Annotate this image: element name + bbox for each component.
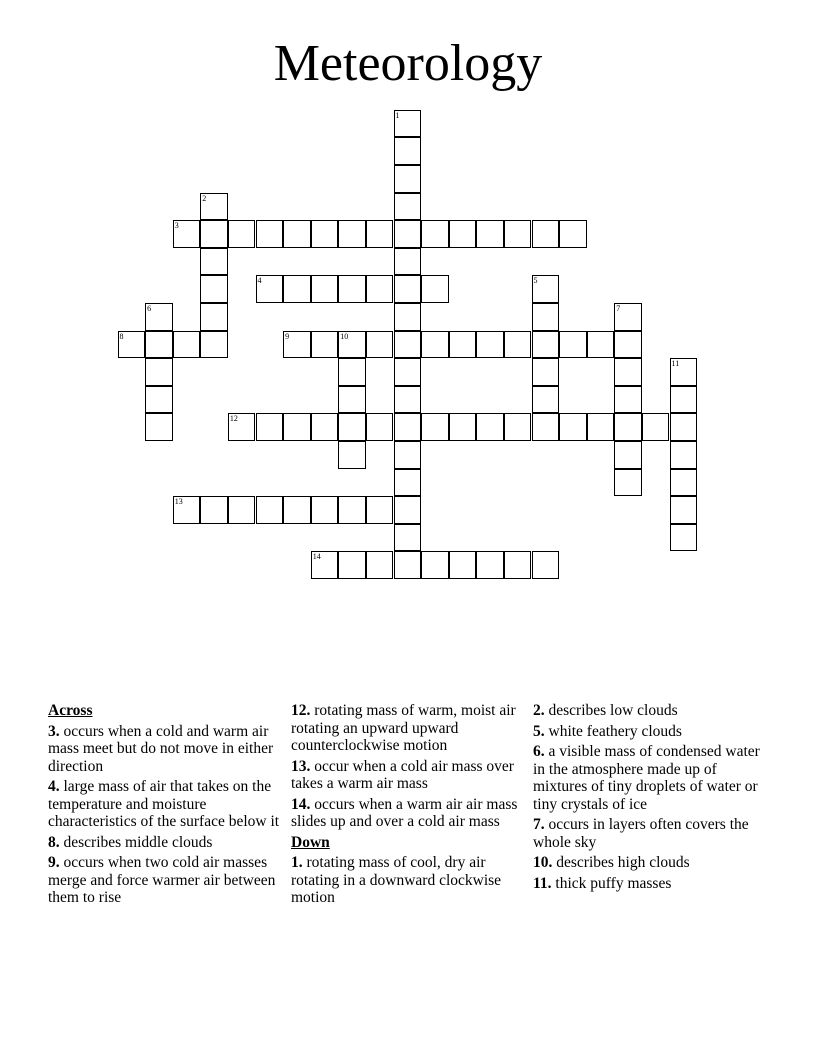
clues-column-1	[48, 702, 284, 910]
grid-cell[interactable]	[394, 193, 422, 221]
clue-number-4: 4	[257, 276, 262, 286]
clue-text: occurs in layers often covers the whole sky	[533, 816, 749, 851]
clue-number-5: 5	[533, 276, 538, 286]
grid-cell[interactable]	[311, 331, 339, 359]
grid-cell[interactable]	[670, 386, 698, 414]
clue-13	[291, 758, 527, 793]
clue-number: 14.	[291, 795, 311, 813]
grid-cell[interactable]	[338, 551, 366, 579]
grid-cell[interactable]	[228, 496, 256, 524]
clue-7	[533, 816, 773, 851]
grid-cell[interactable]	[145, 386, 173, 414]
clue-11	[533, 875, 773, 893]
grid-cell[interactable]	[559, 413, 587, 441]
grid-cell[interactable]	[173, 220, 201, 248]
grid-cell[interactable]	[173, 496, 201, 524]
clue-text: occurs when two cold air masses merge and force warmer air between them to rise	[48, 854, 276, 906]
grid-cell[interactable]	[311, 551, 339, 579]
grid-cell[interactable]	[200, 303, 228, 331]
grid-cell[interactable]	[532, 331, 560, 359]
grid-cell[interactable]	[228, 413, 256, 441]
clue-9	[48, 854, 284, 907]
grid-cell[interactable]	[256, 496, 284, 524]
grid-cell[interactable]	[394, 524, 422, 552]
grid-cell[interactable]	[338, 413, 366, 441]
clues-column-2	[291, 702, 527, 910]
across-clue-list	[48, 723, 284, 907]
grid-cell[interactable]	[559, 220, 587, 248]
grid-cell[interactable]	[145, 413, 173, 441]
clue-14	[291, 796, 527, 831]
clue-text: white feathery clouds	[544, 722, 682, 740]
grid-cell[interactable]	[670, 358, 698, 386]
clue-number-10: 10	[340, 331, 349, 341]
clue-text: rotating mass of warm, moist air rotating an upward upward counterclockwise motion	[291, 702, 516, 754]
grid-cell[interactable]	[532, 386, 560, 414]
clue-12	[291, 702, 527, 755]
grid-cell[interactable]	[394, 551, 422, 579]
grid-cell[interactable]	[476, 331, 504, 359]
clue-8	[48, 834, 284, 852]
clue-number: 4.	[48, 778, 60, 795]
grid-cell[interactable]	[421, 331, 449, 359]
grid-cell[interactable]	[504, 220, 532, 248]
grid-cell[interactable]	[283, 275, 311, 303]
grid-cell[interactable]	[366, 331, 394, 359]
grid-cell[interactable]	[532, 275, 560, 303]
clue-number: 1.	[291, 854, 303, 871]
grid-cell[interactable]	[421, 413, 449, 441]
grid-cell[interactable]	[642, 413, 670, 441]
grid-cell[interactable]	[614, 413, 642, 441]
puzzle-title: Meteorology	[273, 35, 543, 92]
down-heading: Down	[291, 833, 330, 851]
grid-cell[interactable]	[200, 220, 228, 248]
grid-cell[interactable]	[200, 193, 228, 221]
grid-cell[interactable]	[476, 551, 504, 579]
grid-cell[interactable]	[614, 303, 642, 331]
grid-cell[interactable]	[366, 551, 394, 579]
grid-cell[interactable]	[532, 413, 560, 441]
grid-cell[interactable]	[670, 441, 698, 469]
grid-cell[interactable]	[504, 331, 532, 359]
grid-cell[interactable]	[614, 358, 642, 386]
grid-cell[interactable]	[532, 220, 560, 248]
clue-text: describes low clouds	[544, 702, 678, 719]
grid-cell[interactable]	[449, 220, 477, 248]
grid-cell[interactable]	[338, 386, 366, 414]
clue-6	[533, 743, 773, 813]
clue-text: rotating mass of cool, dry air rotating in a downward clockwise motion	[291, 854, 502, 906]
grid-cell[interactable]	[200, 496, 228, 524]
grid-cell[interactable]	[532, 303, 560, 331]
clue-text: occur when a cold air mass over takes a warm air mass	[291, 757, 514, 792]
grid-cell[interactable]	[421, 551, 449, 579]
clue-text: describes middle clouds	[59, 833, 213, 851]
clue-5	[533, 723, 773, 741]
clue-number-13: 13	[174, 497, 183, 507]
grid-cell[interactable]	[614, 469, 642, 497]
grid-cell[interactable]	[394, 248, 422, 276]
grid-cell[interactable]	[200, 248, 228, 276]
grid-cell[interactable]	[311, 496, 339, 524]
clue-number-14: 14	[312, 552, 321, 562]
grid-cell[interactable]	[145, 331, 173, 359]
clue-number: 9.	[48, 854, 60, 871]
grid-cell[interactable]	[394, 110, 422, 138]
grid-cell[interactable]	[256, 275, 284, 303]
clue-10	[533, 854, 773, 872]
across-clue-list-continued	[291, 702, 527, 831]
grid-cell[interactable]	[366, 220, 394, 248]
clue-number-12: 12	[229, 414, 238, 424]
clue-number: 7.	[533, 816, 545, 833]
clue-number-3: 3	[174, 221, 179, 231]
clue-number: 12.	[291, 702, 311, 719]
clue-text: large mass of air that takes on the temperature and moisture characteristics of the surface below it	[48, 778, 280, 830]
clue-text: occurs when a cold and warm air mass meet but do not move in either direction	[48, 722, 274, 775]
grid-cell[interactable]	[394, 386, 422, 414]
grid-cell[interactable]	[311, 413, 339, 441]
grid-cell[interactable]	[532, 551, 560, 579]
grid-cell[interactable]	[311, 275, 339, 303]
grid-cell[interactable]	[338, 275, 366, 303]
grid-cell[interactable]	[587, 331, 615, 359]
grid-cell[interactable]	[394, 137, 422, 165]
grid-cell[interactable]	[670, 496, 698, 524]
grid-cell[interactable]	[614, 386, 642, 414]
grid-cell[interactable]	[256, 413, 284, 441]
clue-3	[48, 723, 284, 776]
grid-cell[interactable]	[366, 413, 394, 441]
grid-cell[interactable]	[256, 220, 284, 248]
grid-cell[interactable]	[283, 413, 311, 441]
grid-cell[interactable]	[421, 275, 449, 303]
clue-number-1: 1	[395, 110, 400, 120]
grid-cell[interactable]	[394, 469, 422, 497]
grid-cell[interactable]	[394, 331, 422, 359]
grid-cell[interactable]	[366, 275, 394, 303]
clue-4	[48, 778, 284, 831]
grid-cell[interactable]	[394, 220, 422, 248]
clue-number: 10.	[533, 854, 553, 871]
grid-cell[interactable]	[366, 496, 394, 524]
grid-cell[interactable]	[145, 358, 173, 386]
grid-cell[interactable]	[449, 331, 477, 359]
clue-2	[533, 702, 773, 720]
down-clue-list	[291, 854, 527, 907]
clue-number-6: 6	[147, 304, 152, 313]
clue-number: 2.	[533, 702, 545, 719]
clue-1	[291, 854, 527, 907]
grid-cell[interactable]	[559, 331, 587, 359]
grid-cell[interactable]	[228, 220, 256, 248]
grid-cell[interactable]	[449, 413, 477, 441]
grid-cell[interactable]	[173, 331, 201, 359]
grid-cell[interactable]	[670, 469, 698, 497]
clue-number: 6.	[533, 743, 545, 760]
grid-cell[interactable]	[145, 303, 173, 331]
grid-cell[interactable]	[283, 496, 311, 524]
clue-text: occurs when a warm air air mass slides up and over a cold air mass	[291, 795, 518, 830]
grid-cell[interactable]	[394, 441, 422, 469]
grid-cell[interactable]	[394, 358, 422, 386]
grid-cell[interactable]	[449, 551, 477, 579]
grid-cell[interactable]	[311, 220, 339, 248]
grid-cell[interactable]	[338, 220, 366, 248]
grid-cell[interactable]	[587, 413, 615, 441]
grid-cell[interactable]	[476, 220, 504, 248]
grid-cell[interactable]	[614, 441, 642, 469]
clue-number-7: 7	[616, 304, 621, 313]
grid-cell[interactable]	[394, 303, 422, 331]
grid-cell[interactable]	[394, 165, 422, 193]
grid-cell[interactable]	[670, 413, 698, 441]
grid-cell[interactable]	[394, 496, 422, 524]
across-heading: Across	[48, 702, 93, 719]
clue-number-9: 9	[285, 331, 290, 341]
grid-cell[interactable]	[338, 441, 366, 469]
clue-number: 5.	[533, 722, 545, 740]
grid-cell[interactable]	[394, 413, 422, 441]
clues-column-3	[533, 702, 773, 895]
clue-number: 3.	[48, 722, 60, 740]
clue-number: 11.	[533, 874, 552, 892]
grid-cell[interactable]	[532, 358, 560, 386]
grid-cell[interactable]	[670, 524, 698, 552]
grid-cell[interactable]	[338, 358, 366, 386]
grid-cell[interactable]	[338, 496, 366, 524]
grid-cell[interactable]	[200, 275, 228, 303]
clue-number: 8.	[48, 833, 60, 851]
grid-cell[interactable]	[476, 413, 504, 441]
clue-text: a visible mass of condensed water in the atmosphere made up of mixtures of tiny droplets of water or tiny crystals of ice	[533, 743, 760, 813]
grid-cell[interactable]	[614, 331, 642, 359]
grid-cell[interactable]	[504, 413, 532, 441]
clue-number-11: 11	[671, 359, 680, 369]
down-clue-list-continued	[533, 702, 773, 892]
grid-cell[interactable]	[421, 220, 449, 248]
grid-cell[interactable]	[504, 551, 532, 579]
grid-cell[interactable]	[283, 220, 311, 248]
clue-number-2: 2	[202, 193, 207, 203]
clue-text: thick puffy masses	[551, 874, 672, 892]
clue-number: 13.	[291, 757, 311, 775]
grid-cell[interactable]	[200, 331, 228, 359]
grid-cell[interactable]	[118, 331, 146, 359]
clue-number-8: 8	[119, 331, 124, 341]
grid-cell[interactable]	[283, 331, 311, 359]
grid-cell[interactable]	[338, 331, 366, 359]
clue-text: describes high clouds	[552, 854, 690, 871]
grid-cell[interactable]	[394, 275, 422, 303]
